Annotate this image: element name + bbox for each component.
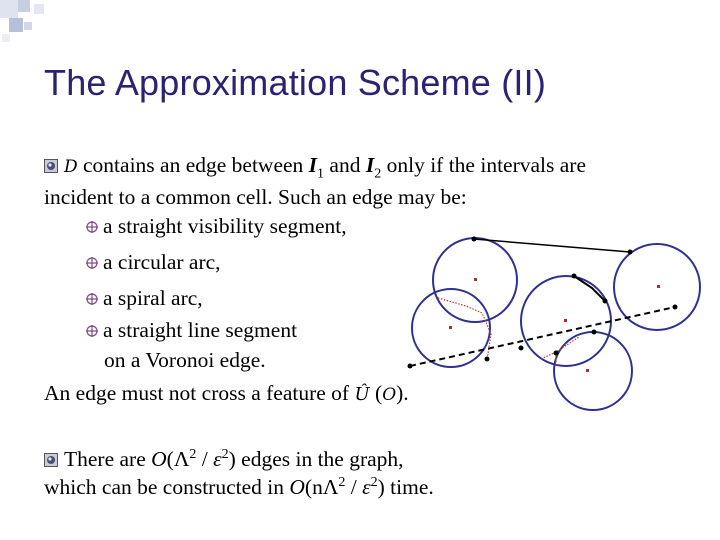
- vertex: [673, 305, 678, 310]
- epsilon: ε: [362, 475, 371, 500]
- para1-text-a: contains an edge between: [77, 153, 309, 177]
- disk-5: [554, 332, 632, 410]
- epsilon: ε: [213, 447, 222, 472]
- exponent: 2: [189, 447, 197, 462]
- symbol-o: O: [382, 385, 397, 405]
- site-point: [657, 285, 660, 288]
- vertex: [572, 274, 577, 279]
- big-o: O: [289, 475, 305, 500]
- exponent: 2: [221, 447, 229, 462]
- subscript-2: 2: [374, 166, 382, 182]
- para3-slash2: /: [345, 475, 363, 500]
- subitem-label: a straight visibility segment,: [103, 214, 347, 238]
- exponent: 2: [370, 475, 378, 490]
- para3-slash: /: [196, 447, 214, 472]
- para3-line2-a: which can be constructed in: [44, 475, 290, 500]
- vertex: [519, 346, 524, 351]
- para2-text: An edge must not cross a feature of: [44, 381, 355, 405]
- site-point: [449, 326, 452, 329]
- para3-expr2: (nΛ: [304, 475, 339, 500]
- vertex: [408, 364, 413, 369]
- vertex: [592, 330, 597, 335]
- voronoi-edge-2: [541, 337, 579, 359]
- spiral-arc: [574, 276, 605, 301]
- symbol-u-hat: Û: [354, 384, 370, 405]
- vertex: [603, 299, 608, 304]
- dashed-line-segment: [410, 307, 675, 366]
- para3-text-b: ) edges in the graph,: [228, 447, 404, 472]
- slide-title: The Approximation Scheme (II): [44, 62, 547, 103]
- site-point: [474, 278, 477, 281]
- paragraph-1-line-2: incident to a common cell. Such an edge may be:: [44, 185, 467, 209]
- subitem-label: a straight line segment: [103, 318, 298, 342]
- para2-paren-open: (: [369, 381, 383, 405]
- subitem-label: a spiral arc,: [103, 286, 203, 310]
- subitem-label: a circular arc,: [103, 250, 221, 274]
- vertex: [485, 357, 490, 362]
- site-point: [564, 319, 567, 322]
- big-o: O: [151, 447, 167, 472]
- para3-line2-b: ) time.: [377, 475, 434, 500]
- site-point: [586, 369, 589, 372]
- exponent: 2: [338, 475, 346, 490]
- subitem-continuation: on a Voronoi edge.: [104, 348, 266, 372]
- para1-and: and: [324, 153, 366, 177]
- symbol-i1: I: [308, 153, 318, 177]
- vertex: [554, 351, 559, 356]
- para3-expr: (Λ: [166, 447, 190, 472]
- vertex: [628, 250, 633, 255]
- subscript-1: 1: [317, 166, 325, 182]
- symbol-i2: I: [365, 153, 375, 177]
- symbol-d: D: [64, 157, 78, 177]
- para2-paren-close: ).: [396, 381, 409, 405]
- para1-text-b: only if the intervals are: [381, 153, 586, 177]
- vertex: [472, 237, 477, 242]
- para3-text-a: There are: [64, 447, 152, 472]
